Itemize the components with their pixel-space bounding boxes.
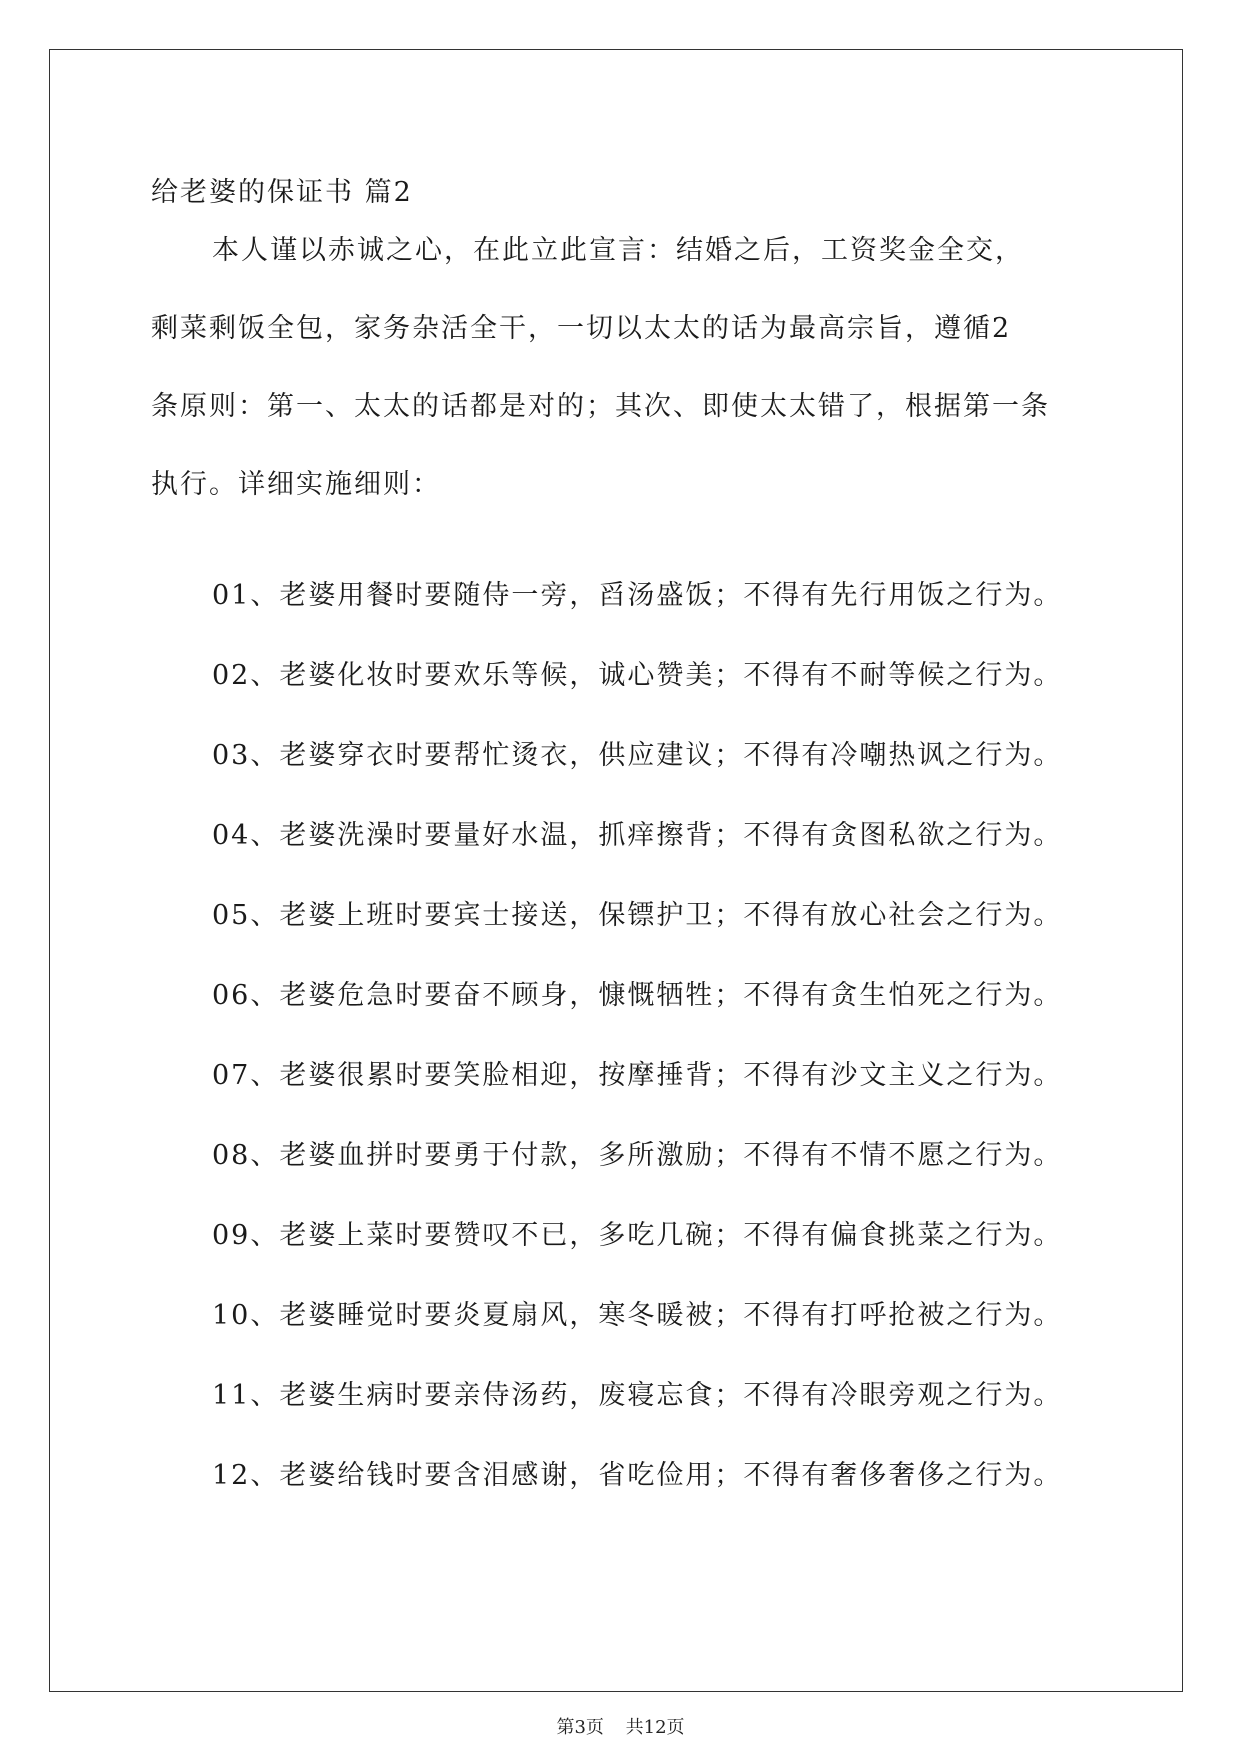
rule-item: 02、老婆化妆时要欢乐等候，诚心赞美；不得有不耐等候之行为。	[212, 660, 1063, 691]
rules-list	[212, 578, 1062, 1538]
rule-item: 12、老婆给钱时要含泪感谢，省吃俭用；不得有奢侈奢侈之行为。	[212, 1460, 1063, 1491]
rule-item: 03、老婆穿衣时要帮忙烫衣，供应建议；不得有冷嘲热讽之行为。	[212, 740, 1063, 771]
rule-item: 01、老婆用餐时要随侍一旁，舀汤盛饭；不得有先行用饭之行为。	[212, 580, 1063, 611]
intro-line-1: 本人谨以赤诚之心，在此立此宣言：结婚之后，工资奖金全交，	[212, 235, 1024, 266]
rule-item: 10、老婆睡觉时要炎夏扇风，寒冬暖被；不得有打呼抢被之行为。	[212, 1300, 1063, 1331]
rule-item: 05、老婆上班时要宾士接送，保镖护卫；不得有放心社会之行为。	[212, 900, 1063, 931]
rule-item: 11、老婆生病时要亲侍汤药，废寝忘食；不得有冷眼旁观之行为。	[212, 1380, 1063, 1411]
intro-line-3: 条原则：第一、太太的话都是对的；其次、即使太太错了，根据第一条	[151, 391, 1050, 422]
intro-line-4: 执行。详细实施细则：	[151, 469, 441, 500]
page-number: 第3页	[556, 1717, 604, 1738]
rule-item: 06、老婆危急时要奋不顾身，慷慨牺牲；不得有贪生怕死之行为。	[212, 980, 1063, 1011]
rule-item: 09、老婆上菜时要赞叹不已，多吃几碗；不得有偏食挑菜之行为。	[212, 1220, 1063, 1251]
page-footer	[0, 1713, 1241, 1739]
rule-item: 04、老婆洗澡时要量好水温，抓痒擦背；不得有贪图私欲之行为。	[212, 820, 1063, 851]
rule-item: 07、老婆很累时要笑脸相迎，按摩捶背；不得有沙文主义之行为。	[212, 1060, 1063, 1091]
rule-item: 08、老婆血拼时要勇于付款，多所激励；不得有不情不愿之行为。	[212, 1140, 1063, 1171]
document-title: 给老婆的保证书 篇2	[151, 177, 413, 208]
intro-line-2: 剩菜剩饭全包，家务杂活全干，一切以太太的话为最高宗旨，遵循2	[151, 313, 1012, 344]
page-total: 共12页	[625, 1717, 685, 1738]
